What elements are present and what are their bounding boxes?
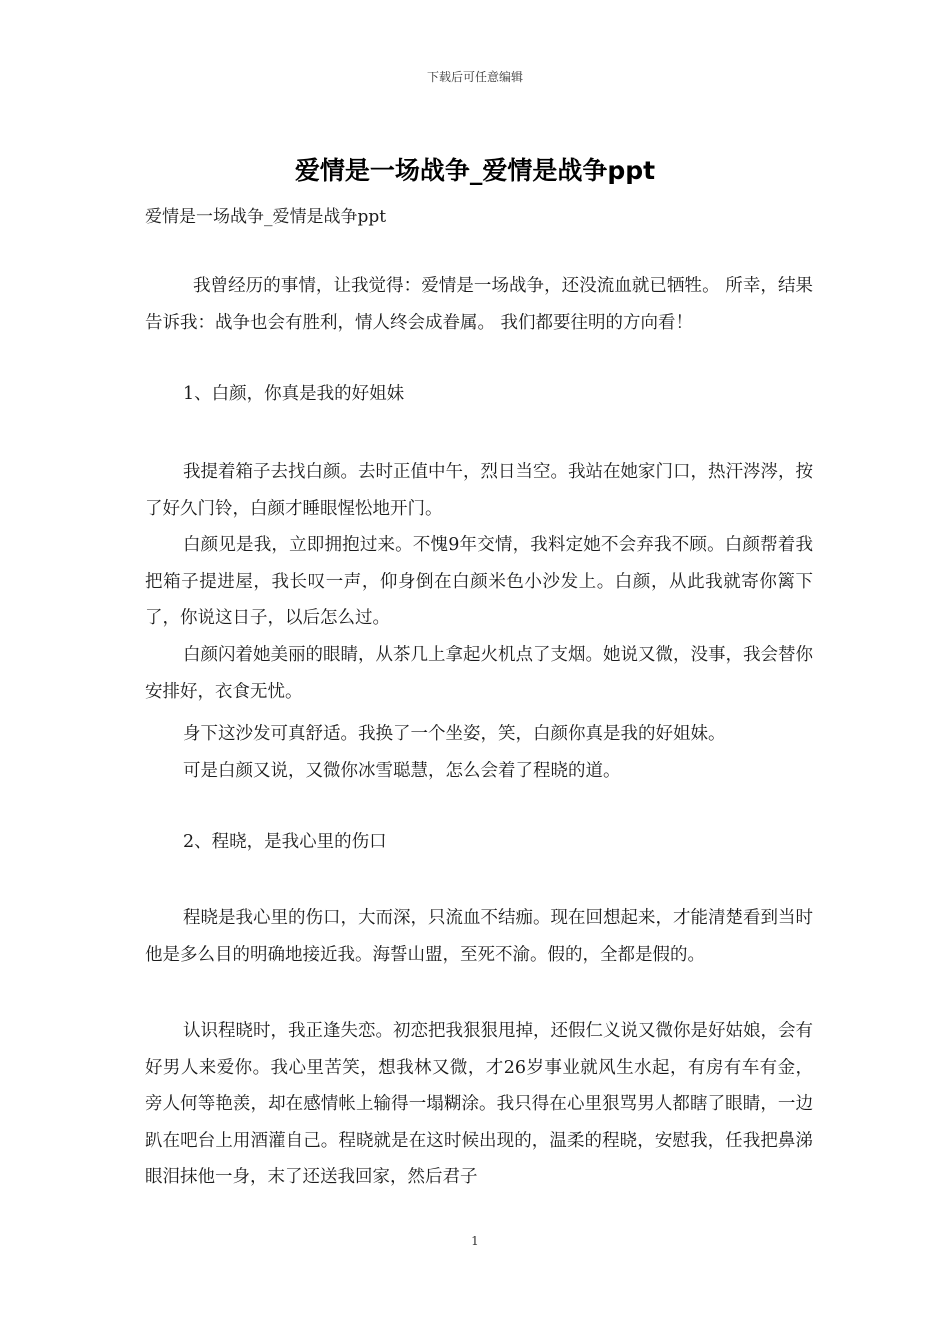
intro-paragraph: 我曾经历的事情，让我觉得：爱情是一场战争，还没流血就已牺牲。 所幸，结果告诉我：战争也会有胜利，情人终会成眷属。 我们都要往明的方向看！ bbox=[145, 276, 813, 333]
paragraph: 可是白颜又说，又微你冰雪聪慧，怎么会着了程晓的道。 bbox=[183, 761, 621, 781]
paragraph: 程晓是我心里的伤口，大而深，只流血不结痂。现在回想起来，才能清楚看到当时他是多么目的明确地接近我。海誓山盟，至死不渝。假的，全都是假的。 bbox=[145, 908, 813, 965]
paragraph: 白颜闪着她美丽的眼睛，从茶几上拿起火机点了支烟。她说又微，没事，我会替你安排好，衣食无忧。 bbox=[145, 645, 813, 702]
section-heading-2: 2、程晓，是我心里的伤口 bbox=[183, 832, 387, 852]
paragraph: 我提着箱子去找白颜。去时正值中午，烈日当空。我站在她家门口，热汗涔涔，按了好久门铃，白颜才睡眼惺忪地开门。 bbox=[145, 462, 813, 519]
header-note: 下载后可任意编辑 bbox=[426, 70, 523, 84]
document-title: 爱情是一场战争_爱情是战争ppt bbox=[294, 156, 656, 185]
paragraph: 白颜见是我，立即拥抱过来。不愧9年交情，我料定她不会弃我不顾。白颜帮着我把箱子提进屋，我长叹一声，仰身倒在白颜米色小沙发上。白颜，从此我就寄你篱下了，你说这日子，以后怎么过。 bbox=[145, 535, 813, 628]
paragraph: 身下这沙发可真舒适。我换了一个坐姿，笑，白颜你真是我的好姐妹。 bbox=[183, 724, 726, 744]
page-number: 1 bbox=[471, 1234, 479, 1248]
paragraph: 认识程晓时，我正逢失恋。初恋把我狠狠甩掉，还假仁义说又微你是好姑娘，会有好男人来爱你。我心里苦笑，想我林又微，才26岁事业就风生水起，有房有车有金，旁人何等艳羡，却在感情帐上输得一塌糊涂。我只得在心里狠骂男人都瞎了眼睛，一边趴在吧台上用酒灌自己。程晓就是在这时候出现的，温柔的程晓，安慰我，任我把鼻涕眼泪抹他一身，末了还送我回家，然后君子 bbox=[145, 1021, 813, 1187]
document-subtitle: 爱情是一场战争_爱情是战争ppt bbox=[145, 207, 387, 227]
section-heading-1: 1、白颜，你真是我的好姐妹 bbox=[183, 384, 405, 404]
